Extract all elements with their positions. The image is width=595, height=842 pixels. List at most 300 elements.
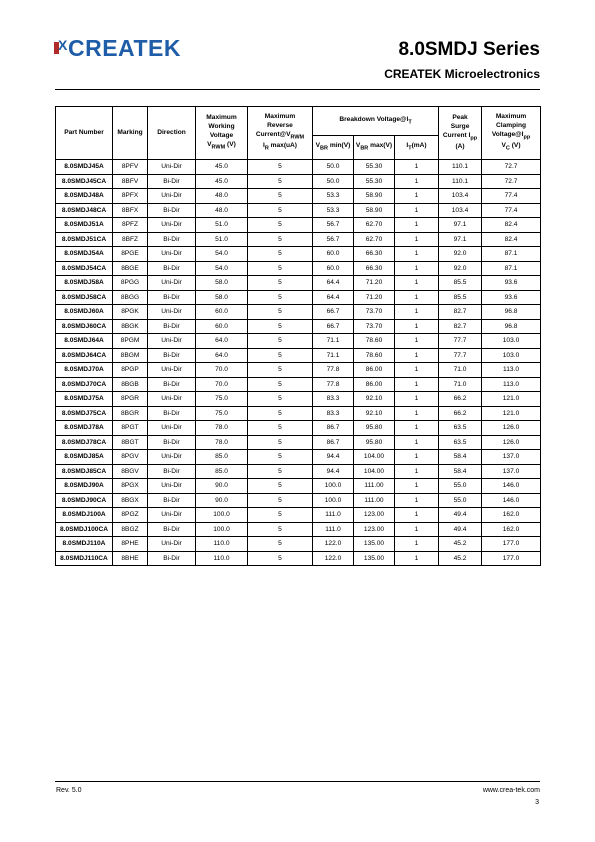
cell-vbr-min: 60.0 (313, 247, 354, 262)
cell-vbr-min: 64.4 (313, 290, 354, 305)
cell-vbr-min: 122.0 (313, 537, 354, 552)
cell-vbr-min: 83.3 (313, 406, 354, 421)
col-max-clamping-voltage: Maximum Clamping $Voltage@I_{pp}$ $V_C$ (V) (482, 107, 541, 160)
table-row (56, 406, 541, 421)
cell-vc: 72.7 (482, 174, 541, 189)
cell-vbr-max: 86.00 (354, 363, 395, 378)
cell-it: 1 (395, 305, 439, 320)
cell-mark: 8BHE (113, 551, 148, 566)
cell-vrwm: 45.0 (196, 174, 248, 189)
cell-vbr-max: 135.00 (354, 537, 395, 552)
company-name: CREATEK Microelectronics (384, 67, 540, 81)
cell-part: 8.0SMDJ64CA (56, 348, 113, 363)
cell-ir: 5 (248, 493, 313, 508)
cell-it: 1 (395, 392, 439, 407)
cell-vrwm: 51.0 (196, 218, 248, 233)
table-row (56, 522, 541, 537)
table-row (56, 421, 541, 436)
cell-vrwm: 54.0 (196, 261, 248, 276)
cell-it: 1 (395, 435, 439, 450)
spec-table-body (56, 160, 541, 566)
cell-part: 8.0SMDJ54A (56, 247, 113, 262)
cell-vrwm: 90.0 (196, 479, 248, 494)
cell-dir: Uni-Dir (148, 218, 196, 233)
cell-dir: Uni-Dir (148, 508, 196, 523)
cell-it: 1 (395, 247, 439, 262)
table-row (56, 392, 541, 407)
cell-mark: 8PGP (113, 363, 148, 378)
cell-part: 8.0SMDJ100CA (56, 522, 113, 537)
table-row (56, 203, 541, 218)
cell-vbr-min: 111.0 (313, 522, 354, 537)
cell-it: 1 (395, 406, 439, 421)
logo-mark-icon: X (54, 41, 66, 55)
cell-vc: 87.1 (482, 261, 541, 276)
cell-vbr-max: 58.90 (354, 203, 395, 218)
cell-vrwm: 58.0 (196, 276, 248, 291)
table-row (56, 189, 541, 204)
cell-mark: 8PGE (113, 247, 148, 262)
cell-vrwm: 60.0 (196, 305, 248, 320)
cell-vc: 72.7 (482, 160, 541, 175)
cell-vbr-min: 71.1 (313, 348, 354, 363)
createk-logo (54, 35, 181, 61)
cell-ipp: 97.1 (439, 218, 482, 233)
cell-dir: Uni-Dir (148, 363, 196, 378)
cell-vrwm: 110.0 (196, 551, 248, 566)
cell-vbr-max: 62.70 (354, 232, 395, 247)
cell-ir: 5 (248, 406, 313, 421)
cell-part: 8.0SMDJ70CA (56, 377, 113, 392)
spec-table (55, 106, 541, 566)
cell-ipp: 82.7 (439, 319, 482, 334)
cell-vrwm: 75.0 (196, 406, 248, 421)
cell-ir: 5 (248, 479, 313, 494)
cell-dir: Bi-Dir (148, 435, 196, 450)
cell-vc: 177.0 (482, 551, 541, 566)
cell-vrwm: 64.0 (196, 348, 248, 363)
cell-mark: 8BFX (113, 203, 148, 218)
cell-vbr-max: 73.70 (354, 305, 395, 320)
cell-ir: 5 (248, 247, 313, 262)
cell-dir: Bi-Dir (148, 522, 196, 537)
cell-ipp: 110.1 (439, 174, 482, 189)
cell-vc: 96.8 (482, 305, 541, 320)
cell-vbr-min: 64.4 (313, 276, 354, 291)
cell-part: 8.0SMDJ110A (56, 537, 113, 552)
cell-vbr-min: 50.0 (313, 174, 354, 189)
cell-mark: 8BGB (113, 377, 148, 392)
col-vbr-min: $V_{BR}$ min(V) (313, 136, 354, 160)
cell-mark: 8PHE (113, 537, 148, 552)
cell-vc: 82.4 (482, 218, 541, 233)
cell-vbr-max: 71.20 (354, 276, 395, 291)
cell-it: 1 (395, 479, 439, 494)
cell-ir: 5 (248, 421, 313, 436)
cell-vbr-min: 77.8 (313, 363, 354, 378)
cell-vbr-min: 53.3 (313, 189, 354, 204)
cell-mark: 8BGK (113, 319, 148, 334)
cell-ipp: 103.4 (439, 189, 482, 204)
cell-it: 1 (395, 174, 439, 189)
cell-ir: 5 (248, 174, 313, 189)
cell-ir: 5 (248, 392, 313, 407)
cell-dir: Uni-Dir (148, 392, 196, 407)
cell-vrwm: 100.0 (196, 508, 248, 523)
cell-vbr-max: 95.80 (354, 435, 395, 450)
cell-part: 8.0SMDJ78CA (56, 435, 113, 450)
cell-vc: 121.0 (482, 392, 541, 407)
cell-vbr-max: 95.80 (354, 421, 395, 436)
cell-ir: 5 (248, 435, 313, 450)
cell-ipp: 92.0 (439, 247, 482, 262)
cell-ipp: 71.0 (439, 377, 482, 392)
cell-ir: 5 (248, 290, 313, 305)
col-it: $I_T(mA)$ (395, 136, 439, 160)
cell-ir: 5 (248, 232, 313, 247)
cell-dir: Uni-Dir (148, 305, 196, 320)
cell-vrwm: 78.0 (196, 435, 248, 450)
table-row (56, 174, 541, 189)
cell-vc: 121.0 (482, 406, 541, 421)
cell-it: 1 (395, 218, 439, 233)
cell-part: 8.0SMDJ64A (56, 334, 113, 349)
table-row (56, 305, 541, 320)
cell-mark: 8PGR (113, 392, 148, 407)
cell-mark: 8PGV (113, 450, 148, 465)
cell-mark: 8BGT (113, 435, 148, 450)
cell-ir: 5 (248, 319, 313, 334)
cell-ipp: 63.5 (439, 435, 482, 450)
cell-vbr-min: 122.0 (313, 551, 354, 566)
cell-it: 1 (395, 377, 439, 392)
table-row (56, 537, 541, 552)
cell-dir: Bi-Dir (148, 203, 196, 218)
cell-vbr-min: 71.1 (313, 334, 354, 349)
cell-vrwm: 70.0 (196, 377, 248, 392)
cell-mark: 8PGX (113, 479, 148, 494)
cell-vbr-max: 111.00 (354, 493, 395, 508)
cell-mark: 8PGM (113, 334, 148, 349)
cell-ipp: 97.1 (439, 232, 482, 247)
cell-part: 8.0SMDJ45A (56, 160, 113, 175)
col-peak-surge-current: Peak Surge Current $I_{pp}$ (A) (439, 107, 482, 160)
cell-ir: 5 (248, 305, 313, 320)
cell-mark: 8BGR (113, 406, 148, 421)
cell-vc: 96.8 (482, 319, 541, 334)
cell-dir: Bi-Dir (148, 406, 196, 421)
col-max-reverse-current: Maximum Reverse $Current@V_{RWM}$ $I_R$ max(uA) (248, 107, 313, 160)
cell-mark: 8BGG (113, 290, 148, 305)
cell-mark: 8BGX (113, 493, 148, 508)
cell-part: 8.0SMDJ48CA (56, 203, 113, 218)
table-row (56, 334, 541, 349)
cell-vbr-min: 86.7 (313, 435, 354, 450)
cell-ipp: 55.0 (439, 479, 482, 494)
cell-mark: 8PGK (113, 305, 148, 320)
cell-mark: 8BGZ (113, 522, 148, 537)
table-row (56, 261, 541, 276)
cell-vc: 82.4 (482, 232, 541, 247)
cell-vrwm: 48.0 (196, 203, 248, 218)
cell-vrwm: 60.0 (196, 319, 248, 334)
cell-vbr-min: 66.7 (313, 319, 354, 334)
cell-ir: 5 (248, 363, 313, 378)
cell-mark: 8BFV (113, 174, 148, 189)
cell-vbr-max: 86.00 (354, 377, 395, 392)
cell-dir: Bi-Dir (148, 232, 196, 247)
cell-part: 8.0SMDJ54CA (56, 261, 113, 276)
cell-ipp: 103.4 (439, 203, 482, 218)
header-rule (55, 89, 540, 90)
cell-ir: 5 (248, 261, 313, 276)
cell-mark: 8BGM (113, 348, 148, 363)
cell-vc: 162.0 (482, 522, 541, 537)
cell-vrwm: 78.0 (196, 421, 248, 436)
cell-vbr-min: 111.0 (313, 508, 354, 523)
cell-part: 8.0SMDJ75CA (56, 406, 113, 421)
cell-part: 8.0SMDJ58CA (56, 290, 113, 305)
cell-mark: 8PFX (113, 189, 148, 204)
cell-vrwm: 90.0 (196, 493, 248, 508)
cell-ipp: 71.0 (439, 363, 482, 378)
cell-vbr-max: 66.30 (354, 247, 395, 262)
cell-vbr-min: 66.7 (313, 305, 354, 320)
cell-vbr-max: 111.00 (354, 479, 395, 494)
cell-vrwm: 58.0 (196, 290, 248, 305)
cell-vrwm: 75.0 (196, 392, 248, 407)
table-row (56, 377, 541, 392)
col-part-number: Part Number (56, 107, 113, 160)
table-row (56, 508, 541, 523)
cell-vbr-min: 56.7 (313, 232, 354, 247)
cell-it: 1 (395, 450, 439, 465)
cell-ipp: 66.2 (439, 392, 482, 407)
cell-vrwm: 64.0 (196, 334, 248, 349)
cell-it: 1 (395, 551, 439, 566)
cell-ipp: 45.2 (439, 537, 482, 552)
cell-vrwm: 110.0 (196, 537, 248, 552)
cell-ir: 5 (248, 334, 313, 349)
cell-part: 8.0SMDJ90A (56, 479, 113, 494)
cell-vc: 162.0 (482, 508, 541, 523)
cell-ipp: 45.2 (439, 551, 482, 566)
cell-part: 8.0SMDJ45CA (56, 174, 113, 189)
cell-it: 1 (395, 319, 439, 334)
cell-vc: 177.0 (482, 537, 541, 552)
cell-part: 8.0SMDJ58A (56, 276, 113, 291)
cell-vc: 77.4 (482, 203, 541, 218)
cell-vbr-min: 100.0 (313, 479, 354, 494)
col-breakdown-voltage: Breakdown $Voltage@I_T$ (313, 107, 439, 136)
cell-vbr-max: 66.30 (354, 261, 395, 276)
cell-it: 1 (395, 276, 439, 291)
cell-part: 8.0SMDJ100A (56, 508, 113, 523)
cell-dir: Bi-Dir (148, 377, 196, 392)
table-row (56, 363, 541, 378)
cell-dir: Bi-Dir (148, 551, 196, 566)
cell-vbr-min: 50.0 (313, 160, 354, 175)
cell-ipp: 66.2 (439, 406, 482, 421)
cell-vbr-min: 77.8 (313, 377, 354, 392)
cell-vrwm: 54.0 (196, 247, 248, 262)
cell-part: 8.0SMDJ110CA (56, 551, 113, 566)
table-row (56, 160, 541, 175)
cell-vc: 126.0 (482, 421, 541, 436)
cell-part: 8.0SMDJ78A (56, 421, 113, 436)
cell-vrwm: 45.0 (196, 160, 248, 175)
col-marking: Marking (113, 107, 148, 160)
cell-ir: 5 (248, 377, 313, 392)
cell-vbr-min: 94.4 (313, 464, 354, 479)
cell-ipp: 58.4 (439, 464, 482, 479)
cell-part: 8.0SMDJ48A (56, 189, 113, 204)
cell-vbr-min: 60.0 (313, 261, 354, 276)
cell-vc: 137.0 (482, 450, 541, 465)
cell-part: 8.0SMDJ90CA (56, 493, 113, 508)
cell-dir: Uni-Dir (148, 450, 196, 465)
cell-dir: Bi-Dir (148, 493, 196, 508)
cell-vbr-min: 56.7 (313, 218, 354, 233)
cell-vrwm: 51.0 (196, 232, 248, 247)
cell-ipp: 82.7 (439, 305, 482, 320)
cell-ipp: 55.0 (439, 493, 482, 508)
cell-vbr-max: 104.00 (354, 464, 395, 479)
revision-label: Rev. 5.0 (56, 787, 82, 794)
cell-vbr-max: 62.70 (354, 218, 395, 233)
cell-vc: 113.0 (482, 377, 541, 392)
cell-vrwm: 85.0 (196, 450, 248, 465)
header-row-1 (56, 107, 541, 136)
table-row (56, 435, 541, 450)
table-row (56, 464, 541, 479)
col-max-working-voltage: Maximum Working Voltage $V_{RWM}$ (V) (196, 107, 248, 160)
cell-ir: 5 (248, 508, 313, 523)
cell-dir: Uni-Dir (148, 160, 196, 175)
cell-part: 8.0SMDJ60CA (56, 319, 113, 334)
cell-part: 8.0SMDJ70A (56, 363, 113, 378)
cell-vc: 146.0 (482, 493, 541, 508)
cell-it: 1 (395, 290, 439, 305)
cell-dir: Uni-Dir (148, 276, 196, 291)
table-row (56, 551, 541, 566)
cell-it: 1 (395, 160, 439, 175)
cell-it: 1 (395, 508, 439, 523)
website-link[interactable]: www.crea-tek.com (482, 787, 540, 794)
cell-it: 1 (395, 464, 439, 479)
cell-vbr-min: 100.0 (313, 493, 354, 508)
cell-it: 1 (395, 493, 439, 508)
cell-vbr-max: 123.00 (354, 508, 395, 523)
cell-ipp: 63.5 (439, 421, 482, 436)
cell-mark: 8PGZ (113, 508, 148, 523)
cell-ir: 5 (248, 203, 313, 218)
cell-vbr-max: 58.90 (354, 189, 395, 204)
cell-part: 8.0SMDJ51CA (56, 232, 113, 247)
cell-ir: 5 (248, 464, 313, 479)
cell-ir: 5 (248, 189, 313, 204)
cell-ipp: 77.7 (439, 348, 482, 363)
cell-ir: 5 (248, 160, 313, 175)
cell-mark: 8BGE (113, 261, 148, 276)
cell-vrwm: 48.0 (196, 189, 248, 204)
cell-vbr-min: 94.4 (313, 450, 354, 465)
cell-vc: 87.1 (482, 247, 541, 262)
cell-dir: Uni-Dir (148, 247, 196, 262)
cell-ir: 5 (248, 348, 313, 363)
cell-it: 1 (395, 334, 439, 349)
cell-vrwm: 85.0 (196, 464, 248, 479)
cell-mark: 8BGV (113, 464, 148, 479)
series-title: 8.0SMDJ Series (398, 39, 540, 60)
table-row (56, 450, 541, 465)
cell-ir: 5 (248, 537, 313, 552)
cell-mark: 8PFV (113, 160, 148, 175)
cell-vbr-max: 135.00 (354, 551, 395, 566)
cell-ir: 5 (248, 522, 313, 537)
cell-dir: Uni-Dir (148, 537, 196, 552)
cell-it: 1 (395, 203, 439, 218)
cell-vc: 77.4 (482, 189, 541, 204)
cell-it: 1 (395, 363, 439, 378)
cell-vc: 126.0 (482, 435, 541, 450)
cell-dir: Bi-Dir (148, 261, 196, 276)
cell-vbr-max: 78.60 (354, 348, 395, 363)
cell-vbr-max: 55.30 (354, 174, 395, 189)
cell-dir: Bi-Dir (148, 174, 196, 189)
table-row (56, 218, 541, 233)
cell-vc: 146.0 (482, 479, 541, 494)
cell-vbr-max: 92.10 (354, 406, 395, 421)
cell-ipp: 49.4 (439, 522, 482, 537)
cell-part: 8.0SMDJ85A (56, 450, 113, 465)
col-direction: Direction (148, 107, 196, 160)
cell-vbr-max: 71.20 (354, 290, 395, 305)
footer-rule (55, 781, 540, 782)
cell-ipp: 49.4 (439, 508, 482, 523)
cell-vc: 103.0 (482, 334, 541, 349)
cell-vbr-max: 78.60 (354, 334, 395, 349)
cell-vbr-max: 104.00 (354, 450, 395, 465)
cell-vbr-max: 73.70 (354, 319, 395, 334)
cell-vbr-min: 53.3 (313, 203, 354, 218)
cell-ipp: 85.5 (439, 276, 482, 291)
cell-ipp: 92.0 (439, 261, 482, 276)
cell-dir: Bi-Dir (148, 290, 196, 305)
table-row (56, 493, 541, 508)
col-vbr-max: $V_{BR}$ max(V) (354, 136, 395, 160)
cell-ipp: 110.1 (439, 160, 482, 175)
cell-ir: 5 (248, 276, 313, 291)
table-row (56, 319, 541, 334)
page-number: 3 (535, 799, 539, 806)
cell-dir: Uni-Dir (148, 334, 196, 349)
cell-part: 8.0SMDJ75A (56, 392, 113, 407)
cell-part: 8.0SMDJ85CA (56, 464, 113, 479)
cell-dir: Bi-Dir (148, 464, 196, 479)
cell-ir: 5 (248, 450, 313, 465)
table-row (56, 247, 541, 262)
cell-dir: Bi-Dir (148, 348, 196, 363)
cell-ir: 5 (248, 551, 313, 566)
cell-ipp: 77.7 (439, 334, 482, 349)
cell-vc: 93.6 (482, 276, 541, 291)
cell-part: 8.0SMDJ60A (56, 305, 113, 320)
cell-dir: Bi-Dir (148, 319, 196, 334)
cell-vc: 93.6 (482, 290, 541, 305)
cell-ipp: 85.5 (439, 290, 482, 305)
logo-text: CREATEK (68, 34, 181, 61)
